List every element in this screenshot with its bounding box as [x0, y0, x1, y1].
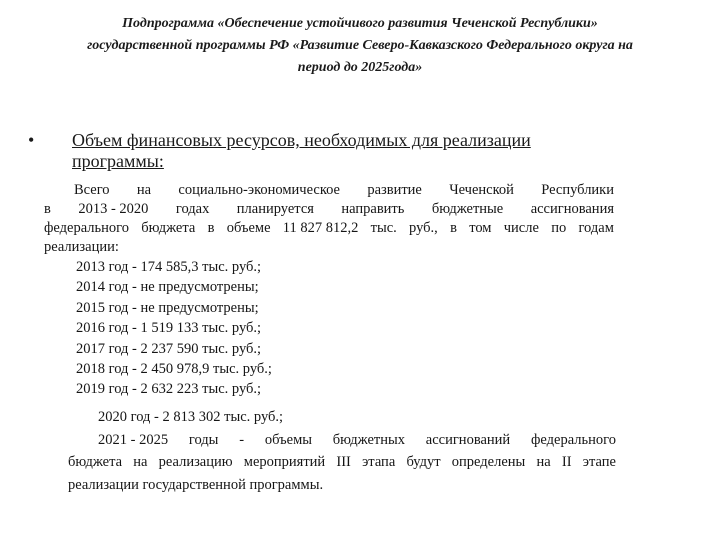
word: будут — [406, 454, 441, 470]
word: реализацию — [158, 454, 233, 470]
word: федерального — [44, 220, 129, 236]
intro-paragraph — [44, 181, 614, 257]
word: развитие — [367, 182, 422, 198]
word: бюджета — [141, 220, 196, 236]
intro-line: реализации: — [44, 239, 119, 255]
year-item: 2019 год - 2 632 223 тыс. руб.; — [76, 381, 262, 398]
year-2020-line: 2020 год - 2 813 302 тыс. руб.; — [98, 409, 284, 425]
word: федерального — [531, 431, 616, 448]
year-item: 2013 год - 174 585,3 тыс. руб.; — [76, 259, 262, 275]
word: объемы — [264, 431, 312, 448]
later-years-paragraph — [68, 406, 616, 496]
word: 11 827 812,2 — [282, 220, 359, 236]
intro-line — [44, 181, 614, 200]
title-line-1: Подпрограмма «Обеспечение устойчивого развития Чеченской Республики» — [122, 16, 598, 31]
heading-line-2: программы: — [72, 151, 164, 171]
title-line-3: период до 2025года» — [297, 60, 423, 75]
word: этапа — [362, 454, 396, 470]
word: руб., — [409, 220, 438, 236]
word: 2013 - 2020 — [78, 201, 149, 217]
year-item: 2016 год - 1 519 133 тыс. руб.; — [76, 320, 262, 337]
word: ассигнований — [425, 431, 511, 448]
bullet-icon: • — [28, 130, 35, 150]
word: определены — [451, 454, 526, 470]
word: на — [536, 454, 551, 470]
word: планируется — [236, 201, 314, 217]
word: Республики — [541, 182, 614, 198]
word: годах — [175, 201, 210, 217]
word: на — [133, 454, 148, 470]
word: объеме — [226, 220, 271, 236]
later-line — [68, 451, 616, 474]
word: годам — [578, 220, 614, 236]
word: мероприятий — [243, 454, 326, 470]
word: годы — [188, 431, 219, 448]
word: социально-экономическое — [178, 182, 340, 198]
word: числе — [503, 220, 539, 236]
yearly-funding-list — [76, 257, 272, 400]
slide-title — [20, 13, 700, 79]
later-line — [68, 429, 616, 452]
word: в — [450, 220, 457, 236]
word: 2021 - 2025 — [98, 431, 169, 448]
word: на — [136, 182, 152, 198]
heading-text — [72, 130, 632, 172]
word: Всего — [74, 182, 110, 198]
word: Чеченской — [449, 182, 514, 198]
word: бюджетные — [431, 201, 504, 217]
heading-line-1: Объем финансовых ресурсов, необходимых для реализации — [72, 130, 531, 150]
word: ассигнования — [530, 201, 614, 217]
word: в — [207, 220, 215, 236]
year-item: 2017 год - 2 237 590 тыс. руб.; — [76, 340, 262, 357]
year-item: 2018 год - 2 450 978,9 тыс. руб.; — [76, 361, 272, 378]
intro-line — [44, 219, 614, 238]
title-line-2: государственной программы РФ «Развитие Северо-Кавказского Федерального округа на — [87, 38, 633, 53]
intro-line — [44, 200, 614, 219]
word: в — [44, 201, 51, 217]
year-item: 2014 год - не предусмотрены; — [76, 279, 259, 296]
word: бюджета — [68, 454, 123, 470]
word: II — [561, 454, 572, 470]
later-line: реализации государственной программы. — [68, 476, 324, 493]
word: III — [336, 454, 351, 470]
year-item: 2015 год - не предусмотрены; — [76, 299, 259, 316]
word: бюджетных — [332, 431, 405, 448]
word: тыс. — [370, 220, 397, 236]
word: по — [551, 220, 567, 236]
word: этапе — [582, 454, 616, 470]
word: направить — [341, 201, 405, 217]
word: - — [239, 431, 245, 448]
word: том — [469, 220, 492, 236]
